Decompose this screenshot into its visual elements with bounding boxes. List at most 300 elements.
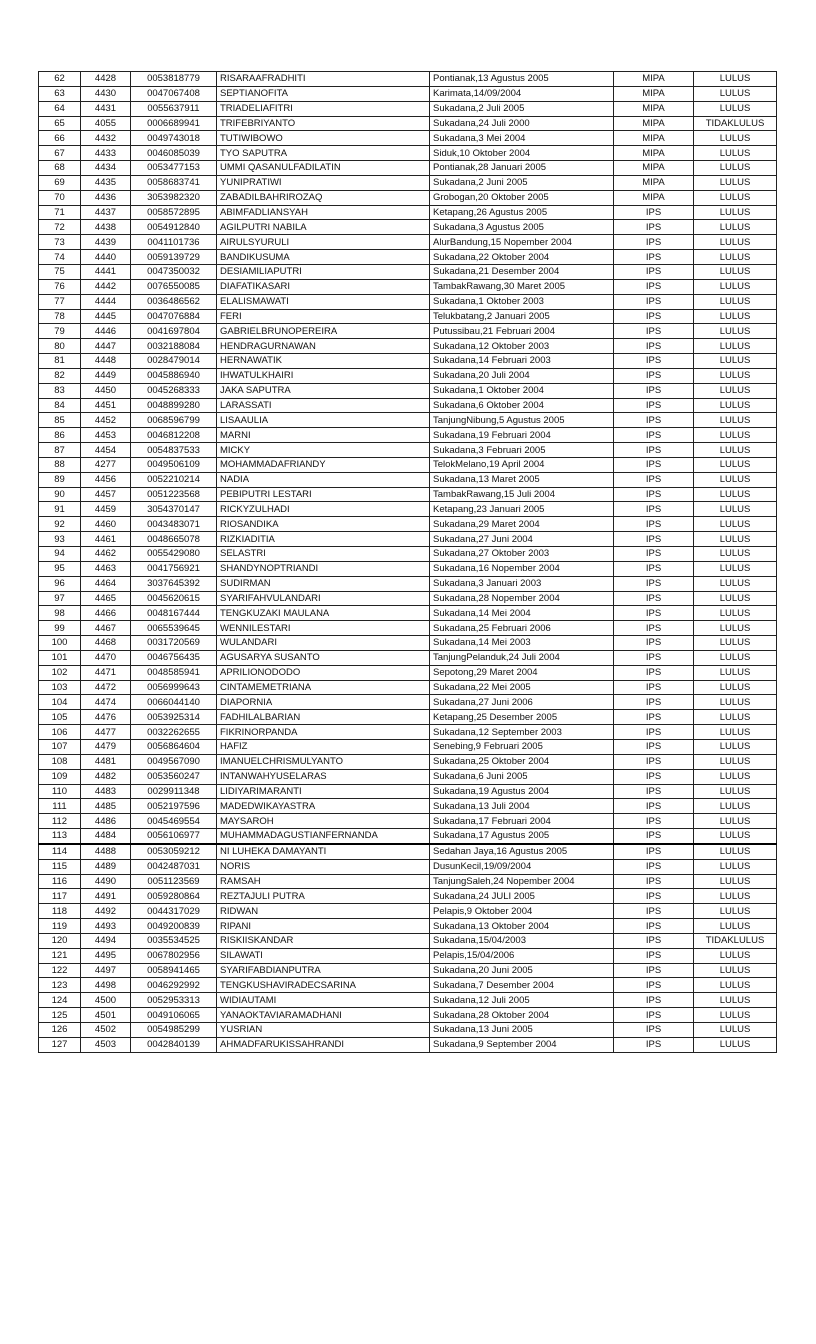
row-number-cell: 75	[39, 264, 81, 279]
birth-place-date-cell: Ketapang,25 Desember 2005	[430, 710, 614, 725]
program-cell: IPS	[614, 368, 694, 383]
status-cell: LULUS	[694, 472, 777, 487]
program-cell: IPS	[614, 874, 694, 889]
status-cell: LULUS	[694, 769, 777, 784]
birth-place-date-cell: Sukadana,22 Oktober 2004	[430, 250, 614, 265]
birth-place-date-cell: Sukadana,1 Oktober 2004	[430, 383, 614, 398]
row-number-cell: 104	[39, 695, 81, 710]
status-cell: LULUS	[694, 814, 777, 829]
program-cell: IPS	[614, 1037, 694, 1052]
row-number-cell: 110	[39, 784, 81, 799]
status-cell: LULUS	[694, 904, 777, 919]
student-name-cell: REZTAJULI PUTRA	[217, 889, 430, 904]
table-row	[39, 487, 777, 502]
student-name-cell: PEBIPUTRI LESTARI	[217, 487, 430, 502]
table-row	[39, 428, 777, 443]
table-row	[39, 650, 777, 665]
exam-number-cell: 4445	[81, 309, 131, 324]
exam-number-cell: 4464	[81, 576, 131, 591]
student-name-cell: HERNAWATIK	[217, 354, 430, 369]
birth-place-date-cell: Karimata,14/09/2004	[430, 86, 614, 101]
birth-place-date-cell: Senebing,9 Februari 2005	[430, 739, 614, 754]
status-cell: LULUS	[694, 725, 777, 740]
student-name-cell: WENNILESTARI	[217, 621, 430, 636]
status-cell: LULUS	[694, 1023, 777, 1038]
status-cell: LULUS	[694, 547, 777, 562]
status-cell: LULUS	[694, 457, 777, 472]
status-cell: LULUS	[694, 428, 777, 443]
student-name-cell: HENDRAGURNAWAN	[217, 339, 430, 354]
nisn-cell: 0052210214	[131, 472, 217, 487]
table-row	[39, 978, 777, 993]
program-cell: IPS	[614, 680, 694, 695]
program-cell: IPS	[614, 933, 694, 948]
student-name-cell: TRIADELIAFITRI	[217, 101, 430, 116]
status-cell: LULUS	[694, 1037, 777, 1052]
nisn-cell: 0051223568	[131, 487, 217, 502]
program-cell: IPS	[614, 457, 694, 472]
row-number-cell: 112	[39, 814, 81, 829]
student-name-cell: YANAOKTAVIARAMADHANI	[217, 1008, 430, 1023]
table-row	[39, 1037, 777, 1052]
nisn-cell: 3037645392	[131, 576, 217, 591]
exam-number-cell: 4438	[81, 220, 131, 235]
exam-number-cell: 4446	[81, 324, 131, 339]
program-cell: IPS	[614, 339, 694, 354]
status-cell: LULUS	[694, 695, 777, 710]
program-cell: MIPA	[614, 131, 694, 146]
birth-place-date-cell: Sukadana,14 Mei 2003	[430, 636, 614, 651]
table-row	[39, 205, 777, 220]
birth-place-date-cell: Putussibau,21 Februari 2004	[430, 324, 614, 339]
student-name-cell: AIRULSYURULI	[217, 235, 430, 250]
birth-place-date-cell: AlurBandung,15 Nopember 2004	[430, 235, 614, 250]
nisn-cell: 0031720569	[131, 636, 217, 651]
birth-place-date-cell: Sukadana,25 Februari 2006	[430, 621, 614, 636]
student-name-cell: HAFIZ	[217, 739, 430, 754]
row-number-cell: 72	[39, 220, 81, 235]
status-cell: LULUS	[694, 487, 777, 502]
student-name-cell: WULANDARI	[217, 636, 430, 651]
program-cell: MIPA	[614, 146, 694, 161]
status-cell: LULUS	[694, 101, 777, 116]
birth-place-date-cell: Sukadana,28 Oktober 2004	[430, 1008, 614, 1023]
status-cell: LULUS	[694, 844, 777, 859]
nisn-cell: 0045886940	[131, 368, 217, 383]
birth-place-date-cell: Sukadana,21 Desember 2004	[430, 264, 614, 279]
nisn-cell: 0046085039	[131, 146, 217, 161]
row-number-cell: 85	[39, 413, 81, 428]
table-row	[39, 517, 777, 532]
student-name-cell: SYARIFAHVULANDARI	[217, 591, 430, 606]
student-name-cell: RIPANI	[217, 919, 430, 934]
nisn-cell: 0053818779	[131, 72, 217, 87]
exam-number-cell: 4479	[81, 739, 131, 754]
program-cell: IPS	[614, 235, 694, 250]
program-cell: IPS	[614, 443, 694, 458]
birth-place-date-cell: Sukadana,13 Juni 2005	[430, 1023, 614, 1038]
table-row	[39, 665, 777, 680]
exam-number-cell: 4430	[81, 86, 131, 101]
birth-place-date-cell: TambakRawang,30 Maret 2005	[430, 279, 614, 294]
status-cell: LULUS	[694, 1008, 777, 1023]
table-row	[39, 799, 777, 814]
exam-number-cell: 4477	[81, 725, 131, 740]
program-cell: IPS	[614, 324, 694, 339]
nisn-cell: 0049743018	[131, 131, 217, 146]
table-row	[39, 814, 777, 829]
exam-number-cell: 4497	[81, 963, 131, 978]
nisn-cell: 0049567090	[131, 754, 217, 769]
birth-place-date-cell: Sukadana,12 September 2003	[430, 725, 614, 740]
row-number-cell: 109	[39, 769, 81, 784]
row-number-cell: 111	[39, 799, 81, 814]
student-name-cell: TRIFEBRIYANTO	[217, 116, 430, 131]
exam-number-cell: 4492	[81, 904, 131, 919]
birth-place-date-cell: TambakRawang,15 Juli 2004	[430, 487, 614, 502]
exam-number-cell: 4433	[81, 146, 131, 161]
table-row	[39, 131, 777, 146]
table-row	[39, 739, 777, 754]
program-cell: IPS	[614, 963, 694, 978]
table-row	[39, 769, 777, 784]
table-row	[39, 933, 777, 948]
program-cell: IPS	[614, 919, 694, 934]
program-cell: IPS	[614, 769, 694, 784]
nisn-cell: 0056864604	[131, 739, 217, 754]
program-cell: IPS	[614, 220, 694, 235]
exam-number-cell: 4503	[81, 1037, 131, 1052]
birth-place-date-cell: Sukadana,13 Maret 2005	[430, 472, 614, 487]
program-cell: IPS	[614, 725, 694, 740]
birth-place-date-cell: Sukadana,9 September 2004	[430, 1037, 614, 1052]
row-number-cell: 82	[39, 368, 81, 383]
exam-number-cell: 4465	[81, 591, 131, 606]
exam-number-cell: 4468	[81, 636, 131, 651]
table-row	[39, 829, 777, 844]
row-number-cell: 91	[39, 502, 81, 517]
exam-number-cell: 4460	[81, 517, 131, 532]
program-cell: IPS	[614, 502, 694, 517]
student-name-cell: TYO SAPUTRA	[217, 146, 430, 161]
status-cell: LULUS	[694, 502, 777, 517]
student-name-cell: APRILIONODODO	[217, 665, 430, 680]
exam-number-cell: 4490	[81, 874, 131, 889]
exam-number-cell: 4453	[81, 428, 131, 443]
nisn-cell: 0065539645	[131, 621, 217, 636]
table-row	[39, 116, 777, 131]
birth-place-date-cell: Sedahan Jaya,16 Agustus 2005	[430, 844, 614, 859]
student-name-cell: MADEDWIKAYASTRA	[217, 799, 430, 814]
birth-place-date-cell: Sukadana,20 Juni 2005	[430, 963, 614, 978]
nisn-cell: 0076550085	[131, 279, 217, 294]
status-cell: LULUS	[694, 621, 777, 636]
program-cell: MIPA	[614, 175, 694, 190]
exam-number-cell: 4466	[81, 606, 131, 621]
status-cell: LULUS	[694, 636, 777, 651]
row-number-cell: 65	[39, 116, 81, 131]
status-cell: LULUS	[694, 146, 777, 161]
nisn-cell: 0028479014	[131, 354, 217, 369]
exam-number-cell: 4431	[81, 101, 131, 116]
table-row	[39, 146, 777, 161]
nisn-cell: 0006689941	[131, 116, 217, 131]
nisn-cell: 0044317029	[131, 904, 217, 919]
exam-number-cell: 4448	[81, 354, 131, 369]
birth-place-date-cell: Ketapang,26 Agustus 2005	[430, 205, 614, 220]
status-cell: LULUS	[694, 354, 777, 369]
nisn-cell: 0041101736	[131, 235, 217, 250]
status-cell: LULUS	[694, 175, 777, 190]
status-cell: LULUS	[694, 739, 777, 754]
nisn-cell: 0045469554	[131, 814, 217, 829]
exam-number-cell: 4441	[81, 264, 131, 279]
program-cell: IPS	[614, 993, 694, 1008]
exam-number-cell: 4502	[81, 1023, 131, 1038]
program-cell: IPS	[614, 695, 694, 710]
row-number-cell: 122	[39, 963, 81, 978]
status-cell: LULUS	[694, 784, 777, 799]
program-cell: IPS	[614, 844, 694, 859]
nisn-cell: 0053925314	[131, 710, 217, 725]
program-cell: IPS	[614, 279, 694, 294]
status-cell: LULUS	[694, 413, 777, 428]
table-row	[39, 576, 777, 591]
row-number-cell: 67	[39, 146, 81, 161]
row-number-cell: 68	[39, 161, 81, 176]
status-cell: LULUS	[694, 919, 777, 934]
row-number-cell: 69	[39, 175, 81, 190]
nisn-cell: 0036486562	[131, 294, 217, 309]
table-row	[39, 695, 777, 710]
nisn-cell: 0058683741	[131, 175, 217, 190]
program-cell: IPS	[614, 606, 694, 621]
birth-place-date-cell: Sukadana,22 Mei 2005	[430, 680, 614, 695]
row-number-cell: 63	[39, 86, 81, 101]
exam-number-cell: 4498	[81, 978, 131, 993]
status-cell: LULUS	[694, 339, 777, 354]
row-number-cell: 73	[39, 235, 81, 250]
status-cell: LULUS	[694, 889, 777, 904]
exam-number-cell: 4500	[81, 993, 131, 1008]
exam-number-cell: 4459	[81, 502, 131, 517]
status-cell: LULUS	[694, 829, 777, 844]
student-name-cell: FADHILALBARIAN	[217, 710, 430, 725]
exam-number-cell: 4488	[81, 844, 131, 859]
status-cell: LULUS	[694, 309, 777, 324]
nisn-cell: 0053560247	[131, 769, 217, 784]
status-cell: LULUS	[694, 294, 777, 309]
row-number-cell: 80	[39, 339, 81, 354]
row-number-cell: 115	[39, 859, 81, 874]
status-cell: LULUS	[694, 161, 777, 176]
birth-place-date-cell: Pelapis,9 Oktober 2004	[430, 904, 614, 919]
program-cell: MIPA	[614, 190, 694, 205]
nisn-cell: 0049106065	[131, 1008, 217, 1023]
table-row	[39, 250, 777, 265]
nisn-cell: 0052953313	[131, 993, 217, 1008]
status-cell: LULUS	[694, 443, 777, 458]
nisn-cell: 0047076884	[131, 309, 217, 324]
row-number-cell: 88	[39, 457, 81, 472]
nisn-cell: 0045268333	[131, 383, 217, 398]
birth-place-date-cell: Sukadana,27 Juni 2004	[430, 532, 614, 547]
table-row	[39, 324, 777, 339]
status-cell: LULUS	[694, 398, 777, 413]
student-name-cell: LIDIYARIMARANTI	[217, 784, 430, 799]
birth-place-date-cell: Pontianak,28 Januari 2005	[430, 161, 614, 176]
nisn-cell: 0048899280	[131, 398, 217, 413]
nisn-cell: 0056106977	[131, 829, 217, 844]
table-row	[39, 309, 777, 324]
table-row	[39, 547, 777, 562]
status-cell: LULUS	[694, 86, 777, 101]
exam-number-cell: 4277	[81, 457, 131, 472]
birth-place-date-cell: Sukadana,12 Juli 2005	[430, 993, 614, 1008]
student-name-cell: SYARIFABDIANPUTRA	[217, 963, 430, 978]
status-cell: LULUS	[694, 754, 777, 769]
birth-place-date-cell: Sukadana,2 Juni 2005	[430, 175, 614, 190]
status-cell: LULUS	[694, 532, 777, 547]
status-cell: LULUS	[694, 993, 777, 1008]
birth-place-date-cell: Grobogan,20 Oktober 2005	[430, 190, 614, 205]
student-name-cell: NADIA	[217, 472, 430, 487]
status-cell: LULUS	[694, 264, 777, 279]
nisn-cell: 3053982320	[131, 190, 217, 205]
program-cell: IPS	[614, 532, 694, 547]
birth-place-date-cell: DusunKecil,19/09/2004	[430, 859, 614, 874]
nisn-cell: 0055429080	[131, 547, 217, 562]
table-row	[39, 502, 777, 517]
birth-place-date-cell: Sukadana,1 Oktober 2003	[430, 294, 614, 309]
birth-place-date-cell: Sukadana,13 Oktober 2004	[430, 919, 614, 934]
status-cell: LULUS	[694, 561, 777, 576]
student-name-cell: RISARAAFRADHITI	[217, 72, 430, 87]
birth-place-date-cell: Sukadana,2 Juli 2005	[430, 101, 614, 116]
table-row	[39, 294, 777, 309]
row-number-cell: 126	[39, 1023, 81, 1038]
table-row	[39, 413, 777, 428]
row-number-cell: 116	[39, 874, 81, 889]
row-number-cell: 89	[39, 472, 81, 487]
table-row	[39, 874, 777, 889]
program-cell: IPS	[614, 1008, 694, 1023]
row-number-cell: 79	[39, 324, 81, 339]
exam-number-cell: 4452	[81, 413, 131, 428]
table-row	[39, 161, 777, 176]
student-name-cell: DIAPORNIA	[217, 695, 430, 710]
table-row	[39, 398, 777, 413]
status-cell: LULUS	[694, 710, 777, 725]
nisn-cell: 0067802956	[131, 948, 217, 963]
nisn-cell: 0059280864	[131, 889, 217, 904]
student-name-cell: NI LUHEKA DAMAYANTI	[217, 844, 430, 859]
status-cell: LULUS	[694, 606, 777, 621]
program-cell: IPS	[614, 784, 694, 799]
student-name-cell: WIDIAUTAMI	[217, 993, 430, 1008]
row-number-cell: 78	[39, 309, 81, 324]
program-cell: IPS	[614, 413, 694, 428]
exam-number-cell: 4463	[81, 561, 131, 576]
row-number-cell: 107	[39, 739, 81, 754]
student-name-cell: SHANDYNOPTRIANDI	[217, 561, 430, 576]
birth-place-date-cell: Pontianak,13 Agustus 2005	[430, 72, 614, 87]
exam-number-cell: 4462	[81, 547, 131, 562]
student-name-cell: MICKY	[217, 443, 430, 458]
row-number-cell: 76	[39, 279, 81, 294]
exam-number-cell: 4454	[81, 443, 131, 458]
exam-number-cell: 4450	[81, 383, 131, 398]
table-row	[39, 1023, 777, 1038]
exam-number-cell: 4483	[81, 784, 131, 799]
row-number-cell: 86	[39, 428, 81, 443]
row-number-cell: 100	[39, 636, 81, 651]
nisn-cell: 0047067408	[131, 86, 217, 101]
birth-place-date-cell: Sukadana,3 Januari 2003	[430, 576, 614, 591]
exam-number-cell: 4474	[81, 695, 131, 710]
exam-number-cell: 4456	[81, 472, 131, 487]
exam-number-cell: 4471	[81, 665, 131, 680]
nisn-cell: 0047350032	[131, 264, 217, 279]
birth-place-date-cell: Sukadana,16 Nopember 2004	[430, 561, 614, 576]
birth-place-date-cell: Sukadana,6 Oktober 2004	[430, 398, 614, 413]
student-name-cell: SUDIRMAN	[217, 576, 430, 591]
table-row	[39, 235, 777, 250]
student-name-cell: AHMADFARUKISSAHRANDI	[217, 1037, 430, 1052]
exam-number-cell: 4436	[81, 190, 131, 205]
row-number-cell: 77	[39, 294, 81, 309]
nisn-cell: 0066044140	[131, 695, 217, 710]
graduation-results-table	[38, 71, 777, 1053]
student-name-cell: RISKIISKANDAR	[217, 933, 430, 948]
row-number-cell: 114	[39, 844, 81, 859]
nisn-cell: 0048167444	[131, 606, 217, 621]
program-cell: IPS	[614, 383, 694, 398]
row-number-cell: 95	[39, 561, 81, 576]
exam-number-cell: 4444	[81, 294, 131, 309]
birth-place-date-cell: Sukadana,19 Februari 2004	[430, 428, 614, 443]
exam-number-cell: 4457	[81, 487, 131, 502]
table-row	[39, 963, 777, 978]
nisn-cell: 0035534525	[131, 933, 217, 948]
row-number-cell: 120	[39, 933, 81, 948]
row-number-cell: 64	[39, 101, 81, 116]
student-name-cell: UMMI QASANULFADILATIN	[217, 161, 430, 176]
nisn-cell: 0049200839	[131, 919, 217, 934]
birth-place-date-cell: TanjungPelanduk,24 Juli 2004	[430, 650, 614, 665]
student-name-cell: YUSRIAN	[217, 1023, 430, 1038]
student-name-cell: IHWATULKHAIRI	[217, 368, 430, 383]
table-row	[39, 86, 777, 101]
student-name-cell: MAYSAROH	[217, 814, 430, 829]
birth-place-date-cell: Sukadana,20 Juli 2004	[430, 368, 614, 383]
birth-place-date-cell: Sukadana,14 Februari 2003	[430, 354, 614, 369]
student-name-cell: FIKRINORPANDA	[217, 725, 430, 740]
program-cell: IPS	[614, 1023, 694, 1038]
status-cell: LULUS	[694, 799, 777, 814]
birth-place-date-cell: Sukadana,3 Mei 2004	[430, 131, 614, 146]
birth-place-date-cell: TanjungNibung,5 Agustus 2005	[430, 413, 614, 428]
student-name-cell: RIOSANDIKA	[217, 517, 430, 532]
program-cell: MIPA	[614, 161, 694, 176]
exam-number-cell: 4055	[81, 116, 131, 131]
program-cell: IPS	[614, 814, 694, 829]
student-name-cell: YUNIPRATIWI	[217, 175, 430, 190]
student-name-cell: DIAFATIKASARI	[217, 279, 430, 294]
nisn-cell: 0032188084	[131, 339, 217, 354]
status-cell: LULUS	[694, 383, 777, 398]
birth-place-date-cell: Ketapang,23 Januari 2005	[430, 502, 614, 517]
